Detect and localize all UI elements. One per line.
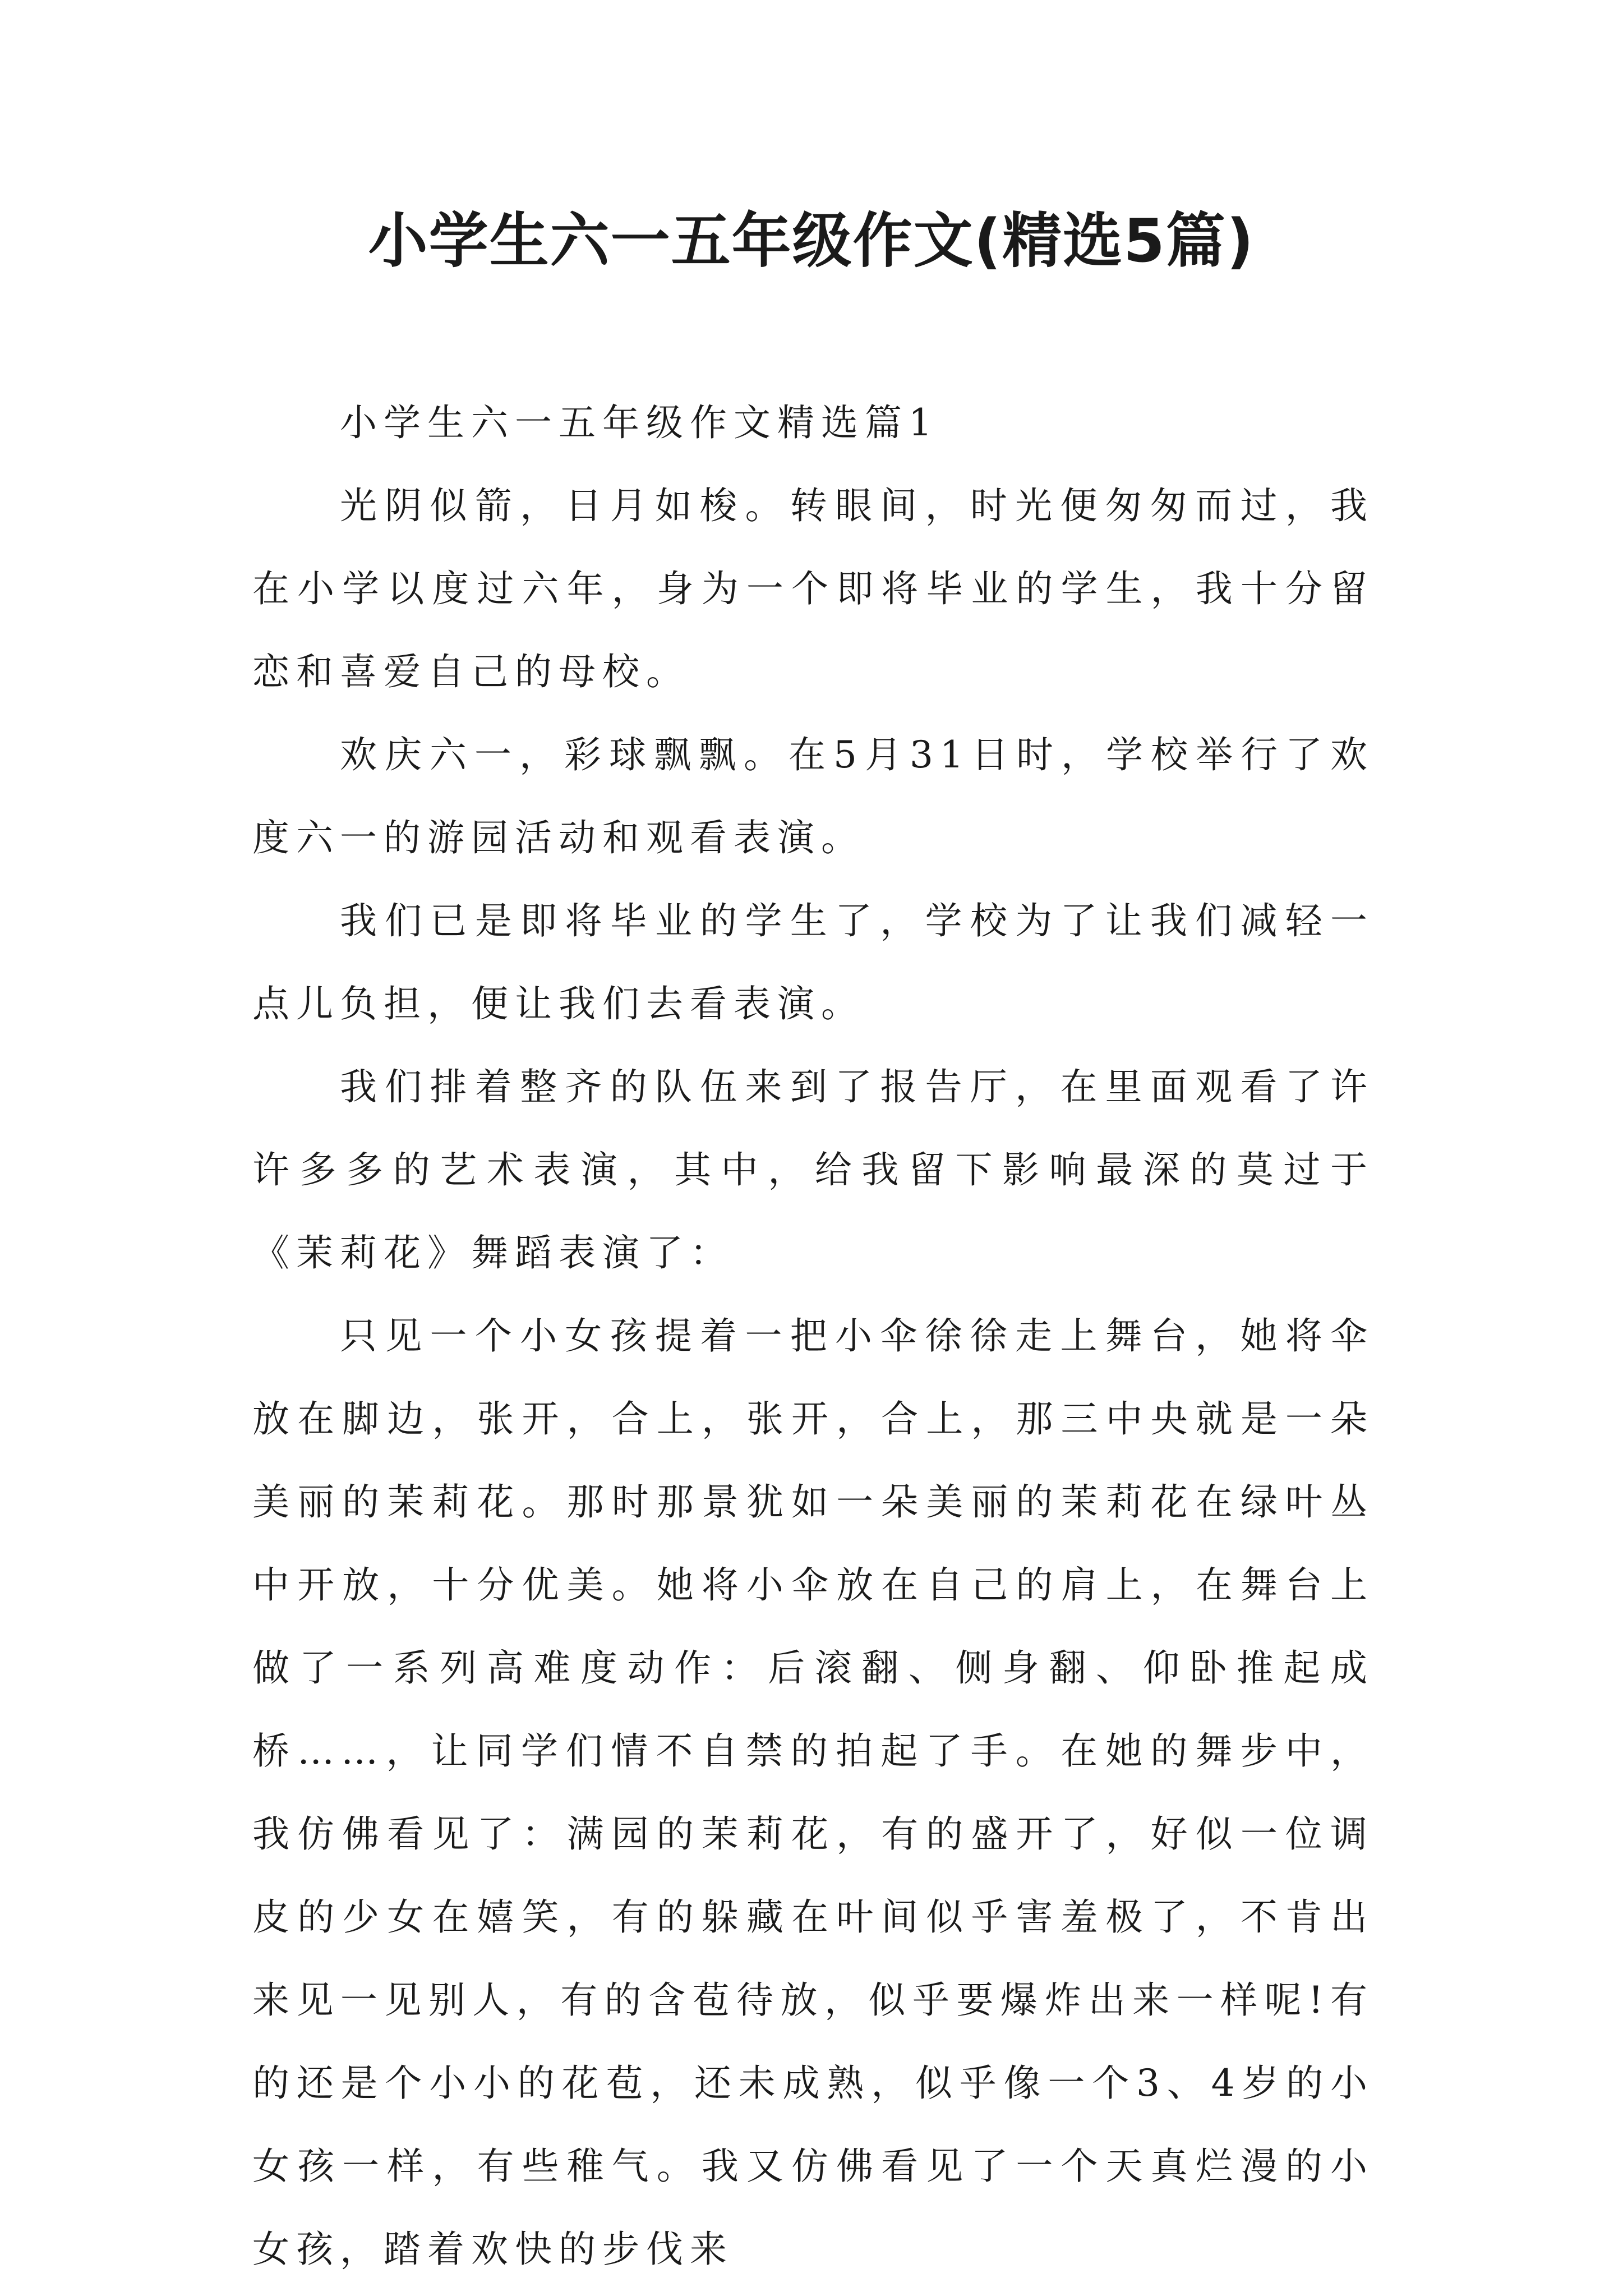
document-body: [252, 381, 1374, 2291]
document-title: 小学生六一五年级作文(精选5篇): [368, 206, 1255, 275]
section-heading: 小学生六一五年级作文精选篇1: [340, 401, 939, 444]
paragraph-4: 我们排着整齐的队伍来到了报告厅，在里面观看了许许多多的艺术表演，其中，给我留下影响最深的莫过于《茉莉花》舞蹈表演了：: [252, 1065, 1374, 1274]
paragraph-1: 光阴似箭，日月如梭。转眼间，时光便匆匆而过，我在小学以度过六年，身为一个即将毕业的学生，我十分留恋和喜爱自己的母校。: [252, 484, 1374, 693]
paragraph-3: 我们已是即将毕业的学生了，学校为了让我们减轻一点儿负担，便让我们去看表演。: [252, 899, 1374, 1025]
paragraph-5: 只见一个小女孩提着一把小伞徐徐走上舞台，她将伞放在脚边，张开，合上，张开，合上，那三中央就是一朵美丽的茉莉花。那时那景犹如一朵美丽的茉莉花在绿叶丛中开放，十分优美。她将小伞放在自己的肩上，在舞台上做了一系列高难度动作：后滚翻、侧身翻、仰卧推起成桥……，让同学们情不自禁的拍起了手。在她的舞步中，我仿佛看见了：满园的茉莉花，有的盛开了，好似一位调皮的少女在嬉笑，有的躲藏在叶间似乎害羞极了，不肯出来见一见别人，有的含苞待放，似乎要爆炸出来一样呢!有的还是个小小的花苞，还未成熟，似乎像一个3、4岁的小女孩一样，有些稚气。我又仿佛看见了一个天真烂漫的小女孩，踏着欢快的步伐来: [252, 1314, 1374, 2271]
paragraph-2: 欢庆六一，彩球飘飘。在5月31日时，学校举行了欢度六一的游园活动和观看表演。: [252, 733, 1374, 859]
